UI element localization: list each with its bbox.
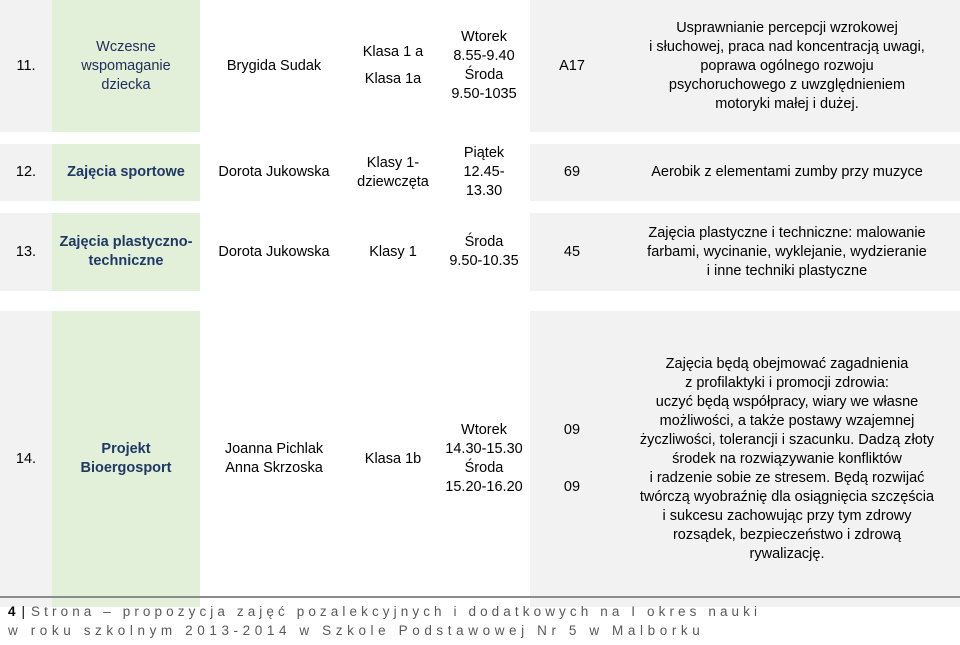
title-line: Wczesne	[96, 38, 156, 55]
room-number: 45	[563, 243, 581, 260]
time-cell	[438, 0, 530, 132]
description-line: rywalizację.	[749, 545, 825, 562]
title-line: Zajęcia sportowe	[67, 164, 185, 180]
teacher-cell	[200, 311, 348, 607]
time-line: Środa	[464, 67, 504, 83]
row-separator	[0, 291, 960, 311]
teacher-cell	[200, 0, 348, 132]
description-line: rozsądek, bezpieczeństwo i zdrową	[672, 526, 902, 543]
description-line: i sukcesu zachowując przy tym zdrowy	[662, 507, 912, 524]
title-line: Zajęcia plastyczno-	[59, 234, 193, 250]
room-cell	[530, 0, 614, 132]
footer-line-1	[8, 604, 761, 619]
time-line: 13.30	[465, 183, 503, 199]
teacher-cell	[200, 144, 348, 201]
footer-separator: |	[21, 604, 26, 619]
class-line: Klasa 1a	[364, 71, 422, 87]
room-number: 69	[563, 164, 581, 180]
description-line: uczyć będą współpracy, wiary we własne	[655, 393, 919, 410]
time-line: Środa	[464, 460, 504, 476]
description-line: Zajęcia będą obejmować zagadnienia	[665, 355, 909, 372]
title-line: techniczne	[88, 253, 164, 269]
teacher-name: Anna Skrzoska	[225, 460, 323, 476]
time-line: Wtorek	[461, 29, 507, 45]
room-cell	[530, 144, 614, 201]
time-cell	[438, 311, 530, 607]
teacher-cell	[200, 213, 348, 291]
title-line: wspomaganie dziecka	[81, 57, 171, 93]
description-line: farbami, wycinanie, wyklejanie, wydzieranie	[647, 243, 927, 260]
time-line: Wtorek	[461, 422, 507, 438]
room-cell	[530, 311, 614, 607]
row-number: 14.	[0, 311, 52, 607]
activity-title	[52, 213, 200, 291]
time-cell	[438, 144, 530, 201]
description-line: i inne techniki plastyczne	[706, 262, 868, 279]
row-number: 11.	[0, 0, 52, 132]
description-cell	[614, 213, 960, 291]
class-line: Klasy 1-	[366, 154, 420, 171]
table-row	[0, 144, 960, 201]
class-line: dziewczęta	[357, 173, 429, 190]
row-separator	[0, 132, 960, 144]
description-line: motoryki małej i dużej.	[715, 95, 859, 112]
time-line: Środa	[464, 234, 504, 250]
class-cell	[348, 213, 438, 291]
activity-title	[52, 144, 200, 201]
description-line: możliwości, a także postawy wzajemnej	[659, 412, 915, 429]
title-line: Projekt Bioergosport	[80, 441, 172, 476]
time-line: 14.30-15.30	[445, 441, 523, 457]
time-line: 9.50-1035	[451, 86, 517, 102]
description-line: życzliwości, tolerancji i szacunku. Dadzą złoty	[639, 431, 935, 448]
description-line: poprawa ogólnego rozwoju	[700, 57, 874, 74]
time-line: 15.20-16.20	[445, 479, 523, 495]
teacher-name: Brygida Sudak	[226, 57, 322, 74]
room-number: 09	[563, 479, 581, 495]
footer-text-1: Strona – propozycja zajęć pozalekcyjnych i dodatkowych na I okres nauki	[31, 604, 762, 619]
description-cell	[614, 311, 960, 607]
table-row	[0, 0, 960, 132]
activity-title	[52, 0, 200, 132]
class-cell	[348, 144, 438, 201]
row-number: 12.	[0, 144, 52, 201]
description-line: i słuchowej, praca nad koncentracją uwagi,	[649, 38, 925, 55]
description-line: środek na rozwiązywanie konfliktów	[672, 450, 902, 467]
class-cell	[348, 0, 438, 132]
description-line: twórczą wyobraźnię dla osiągnięcia szczęścia	[639, 488, 935, 505]
description-line: Usprawnianie percepcji wzrokowej	[676, 19, 898, 36]
description-line: Zajęcia plastyczne i techniczne: malowanie	[648, 224, 926, 241]
class-line: Klasy 1	[369, 243, 417, 260]
class-line: Klasa 1 a	[362, 44, 424, 60]
page-number: 4	[8, 604, 16, 619]
row-number: 13.	[0, 213, 52, 291]
room-cell	[530, 213, 614, 291]
table-row	[0, 311, 960, 607]
time-line: 9.50-10.35	[449, 253, 519, 269]
teacher-name: Dorota Jukowska	[218, 243, 330, 260]
teacher-name: Dorota Jukowska	[218, 164, 330, 180]
time-cell	[438, 213, 530, 291]
description-line: i radzenie sobie ze stresem. Będą rozwijać	[649, 469, 925, 486]
room-number: A17	[559, 57, 585, 74]
time-line: Piątek 12.45-	[463, 145, 505, 180]
table-row	[0, 213, 960, 291]
description-line: psychoruchowego z uwzględnieniem	[668, 76, 906, 93]
activity-title	[52, 311, 200, 607]
room-number: 09	[563, 422, 581, 438]
teacher-name: Joanna Pichlak	[224, 441, 324, 457]
page-footer	[0, 596, 960, 645]
time-line: 8.55-9.40	[453, 48, 515, 64]
description-cell	[614, 0, 960, 132]
row-separator	[0, 201, 960, 213]
description-line: Aerobik z elementami zumby przy muzyce	[651, 164, 923, 180]
description-cell	[614, 144, 960, 201]
class-line: Klasa 1b	[364, 450, 422, 467]
footer-line-2: w roku szkolnym 2013-2014 w Szkole Podstawowej Nr 5 w Malborku	[8, 623, 705, 638]
description-line: z profilaktyki i promocji zdrowia:	[685, 374, 889, 391]
class-cell	[348, 311, 438, 607]
